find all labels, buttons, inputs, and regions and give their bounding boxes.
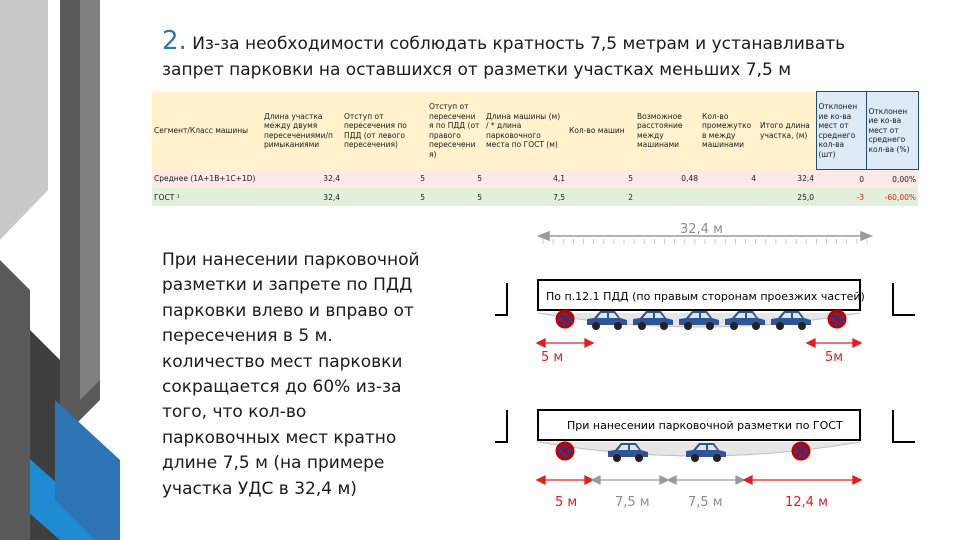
table-cell: 5	[567, 170, 635, 189]
table-cell: 32,4	[262, 188, 342, 206]
table-cell: 2	[567, 188, 635, 206]
panel2-segment-3: 7,5 м	[688, 495, 723, 510]
table-cell: 4	[700, 170, 758, 189]
title-line-1: Из-за необходимости соблюдать кратность 7,5 метрам и устанавливать	[186, 34, 846, 54]
table-cell: 0,00%	[866, 170, 918, 189]
table-header: Кол-во промежутко в между машинами	[700, 92, 758, 170]
panel1-left-offset: 5 м	[541, 350, 564, 365]
table-header: Итого длина участка, (м)	[758, 92, 816, 170]
table-header: Длина машины (м) / * длина парковочного места по ГОСТ (м)	[484, 92, 567, 170]
table-cell: 7,5	[484, 188, 567, 206]
table-header: Сегмент/Класс машины	[152, 92, 262, 170]
total-length-label: 32,4 м	[680, 222, 723, 237]
table-cell: 4,1	[484, 170, 567, 189]
decorative-stripes	[0, 0, 130, 540]
table-header: Возможное расстояние между машинами	[635, 92, 700, 170]
text-line: длине 7,5 м (на примере	[162, 453, 385, 474]
table-cell: 5	[427, 188, 484, 206]
table-cell: 0	[816, 170, 866, 189]
table-cell: 32,4	[758, 170, 816, 189]
panel2-left-corner	[495, 410, 507, 442]
panel2-segment-1: 5 м	[555, 495, 578, 510]
table-header: Отклонен ие ко-ва мест от среднего кол-ва (шт)	[816, 92, 866, 170]
slide-title	[162, 28, 922, 83]
text-line: парковки влево и вправо от	[162, 300, 414, 321]
panel2-segment-arrows	[537, 476, 861, 484]
panel1-left-corner	[495, 283, 507, 315]
parking-diagram	[495, 205, 935, 530]
table-header: Длина участка между двумя пересечениями/п римыканиями	[262, 92, 342, 170]
parking-table	[152, 91, 919, 206]
no-parking-sign-icon	[557, 443, 573, 459]
text-line: того, что кол-во	[162, 402, 307, 423]
text-line: количество мест парковки	[162, 351, 403, 372]
panel1-right-offset: 5м	[825, 350, 844, 365]
table-header: Отклонен ие ко-ва мест от среднего кол-ва (%)	[866, 92, 918, 170]
table-cell: ГОСТ ¹	[152, 188, 262, 206]
table-cell: Среднее (1А+1В+1С+1D)	[152, 170, 262, 189]
table-cell: -60,00%	[866, 188, 918, 206]
table-row	[152, 170, 918, 189]
table-header: Отступ от пересечени я по ПДД (от правого пересечени я)	[427, 92, 484, 170]
table-cell: 25,0	[758, 188, 816, 206]
ruler-ticks	[543, 239, 867, 244]
table-cell: 32,4	[262, 170, 342, 189]
table-header-row	[152, 92, 918, 170]
explanation-text	[162, 248, 482, 502]
no-parking-sign-icon	[829, 311, 845, 327]
table-cell: 0,48	[635, 170, 700, 189]
text-line: участка УДС в 32,4 м)	[162, 478, 357, 499]
text-line: пересечения в 5 м.	[162, 326, 333, 347]
table-header: Кол-во машин	[567, 92, 635, 170]
panel2-right-corner	[893, 410, 915, 442]
table-cell: 5	[342, 170, 427, 189]
text-line: парковочных мест кратно	[162, 427, 397, 448]
no-parking-sign-icon	[557, 311, 573, 327]
panel1-offset-arrows	[537, 339, 861, 347]
table-cell: -3	[816, 188, 866, 206]
table-cell: 5	[342, 188, 427, 206]
panel2-title: При нанесении парковочной разметки по ГОСТ	[567, 419, 843, 432]
panel2-segment-2: 7,5 м	[615, 495, 650, 510]
title-line-2: запрет парковки на оставшихся от разметки участках меньших 7,5 м	[162, 60, 792, 80]
text-line: При нанесении парковочной	[162, 250, 420, 270]
table-row	[152, 188, 918, 206]
panel2-segment-4: 12,4 м	[785, 495, 828, 510]
text-line: разметки и запрете по ПДД	[162, 275, 413, 296]
panel1-title: По п.12.1 ПДД (по правым сторонам проезжих частей)	[546, 290, 865, 303]
table-header: Отступ от пересечения по ПДД (от левого пересечения)	[342, 92, 427, 170]
table-cell: 5	[427, 170, 484, 189]
title-number: 2.	[162, 26, 187, 56]
text-line: сокращается до 60% из-за	[162, 377, 402, 398]
panel1-right-corner	[893, 283, 915, 315]
table-cell	[700, 188, 758, 206]
table-cell	[635, 188, 700, 206]
no-parking-sign-icon	[793, 443, 809, 459]
